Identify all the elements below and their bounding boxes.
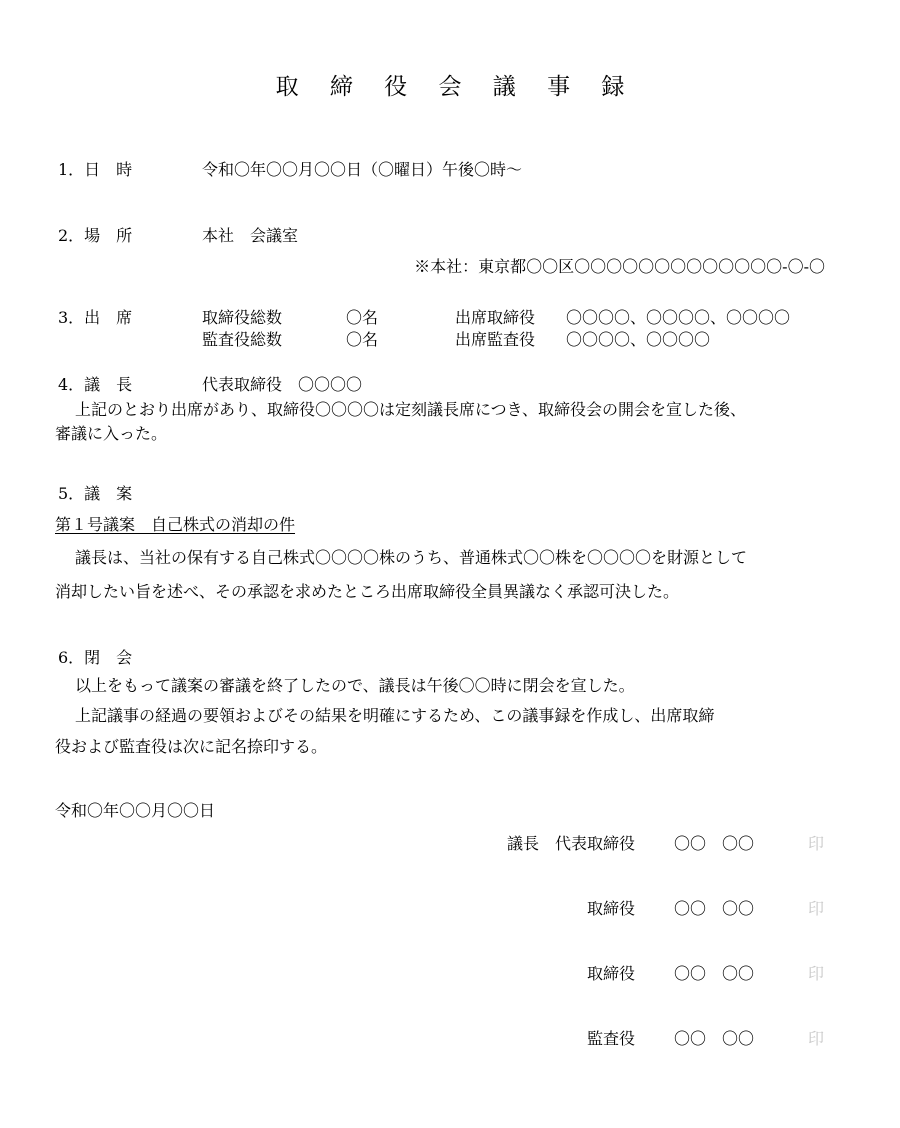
section-agenda-label: 5．議 案 bbox=[58, 484, 133, 503]
directors-total-label: 取締役総数 bbox=[202, 308, 283, 327]
closing-paragraph-line3: 役および監査役は次に記名捺印する。 bbox=[55, 737, 328, 756]
signature-role: 議長 代表取締役 bbox=[506, 834, 635, 853]
signature-name: 〇〇 〇〇 bbox=[674, 1029, 755, 1048]
address-note: ※本社：東京都〇〇区〇〇〇〇〇〇〇〇〇〇〇〇〇-〇-〇 bbox=[414, 257, 825, 276]
present-auditors-value: 〇〇〇〇、〇〇〇〇 bbox=[566, 330, 711, 349]
seal-mark: 印 bbox=[808, 964, 825, 983]
meeting-datetime: 令和〇年〇〇月〇〇日（〇曜日）午後〇時〜 bbox=[202, 160, 523, 179]
document-title: 取 締 役 会 議 事 録 bbox=[275, 74, 637, 100]
document-date: 令和〇年〇〇月〇〇日 bbox=[55, 801, 216, 820]
closing-paragraph-line2: 上記議事の経過の要領およびその結果を明確にするため、この議事録を作成し、出席取締 bbox=[75, 706, 715, 725]
agenda-paragraph-line2: 消却したい旨を述べ、その承認を求めたところ出席取締役全員異議なく承認可決した。 bbox=[55, 582, 680, 601]
signature-name: 〇〇 〇〇 bbox=[674, 834, 755, 853]
section-datetime-label: 1．日 時 bbox=[58, 160, 133, 179]
section-closing-label: 6．閉 会 bbox=[58, 648, 133, 667]
signature-role: 監査役 bbox=[586, 1029, 635, 1048]
section-place-label: 2．場 所 bbox=[58, 226, 133, 245]
auditors-total-label: 監査役総数 bbox=[202, 330, 283, 349]
section-chair-label: 4．議 長 bbox=[58, 375, 133, 394]
present-directors-label: 出席取締役 bbox=[455, 308, 536, 327]
chair-paragraph-line2: 審議に入った。 bbox=[55, 424, 168, 443]
agenda-item-title: 第１号議案 自己株式の消却の件 bbox=[55, 515, 296, 534]
chairperson: 代表取締役 〇〇〇〇 bbox=[202, 375, 363, 394]
directors-total-value: 〇名 bbox=[346, 308, 379, 327]
meeting-place: 本社 会議室 bbox=[202, 226, 299, 245]
seal-mark: 印 bbox=[808, 834, 825, 853]
auditors-total-value: 〇名 bbox=[346, 330, 379, 349]
present-auditors-label: 出席監査役 bbox=[455, 330, 536, 349]
closing-paragraph-line1: 以上をもって議案の審議を終了したので、議長は午後〇〇時に閉会を宣した。 bbox=[75, 676, 635, 695]
section-attendance-label: 3．出 席 bbox=[58, 308, 133, 327]
seal-mark: 印 bbox=[808, 899, 825, 918]
agenda-paragraph-line1: 議長は、当社の保有する自己株式〇〇〇〇株のうち、普通株式〇〇株を〇〇〇〇を財源として bbox=[75, 548, 748, 567]
signature-role: 取締役 bbox=[586, 964, 635, 983]
chair-paragraph-line1: 上記のとおり出席があり、取締役〇〇〇〇は定刻議長席につき、取締役会の開会を宣した後、 bbox=[75, 400, 747, 419]
signature-name: 〇〇 〇〇 bbox=[674, 899, 755, 918]
signature-role: 取締役 bbox=[586, 899, 635, 918]
present-directors-value: 〇〇〇〇、〇〇〇〇、〇〇〇〇 bbox=[566, 308, 791, 327]
seal-mark: 印 bbox=[808, 1029, 825, 1048]
signature-name: 〇〇 〇〇 bbox=[674, 964, 755, 983]
